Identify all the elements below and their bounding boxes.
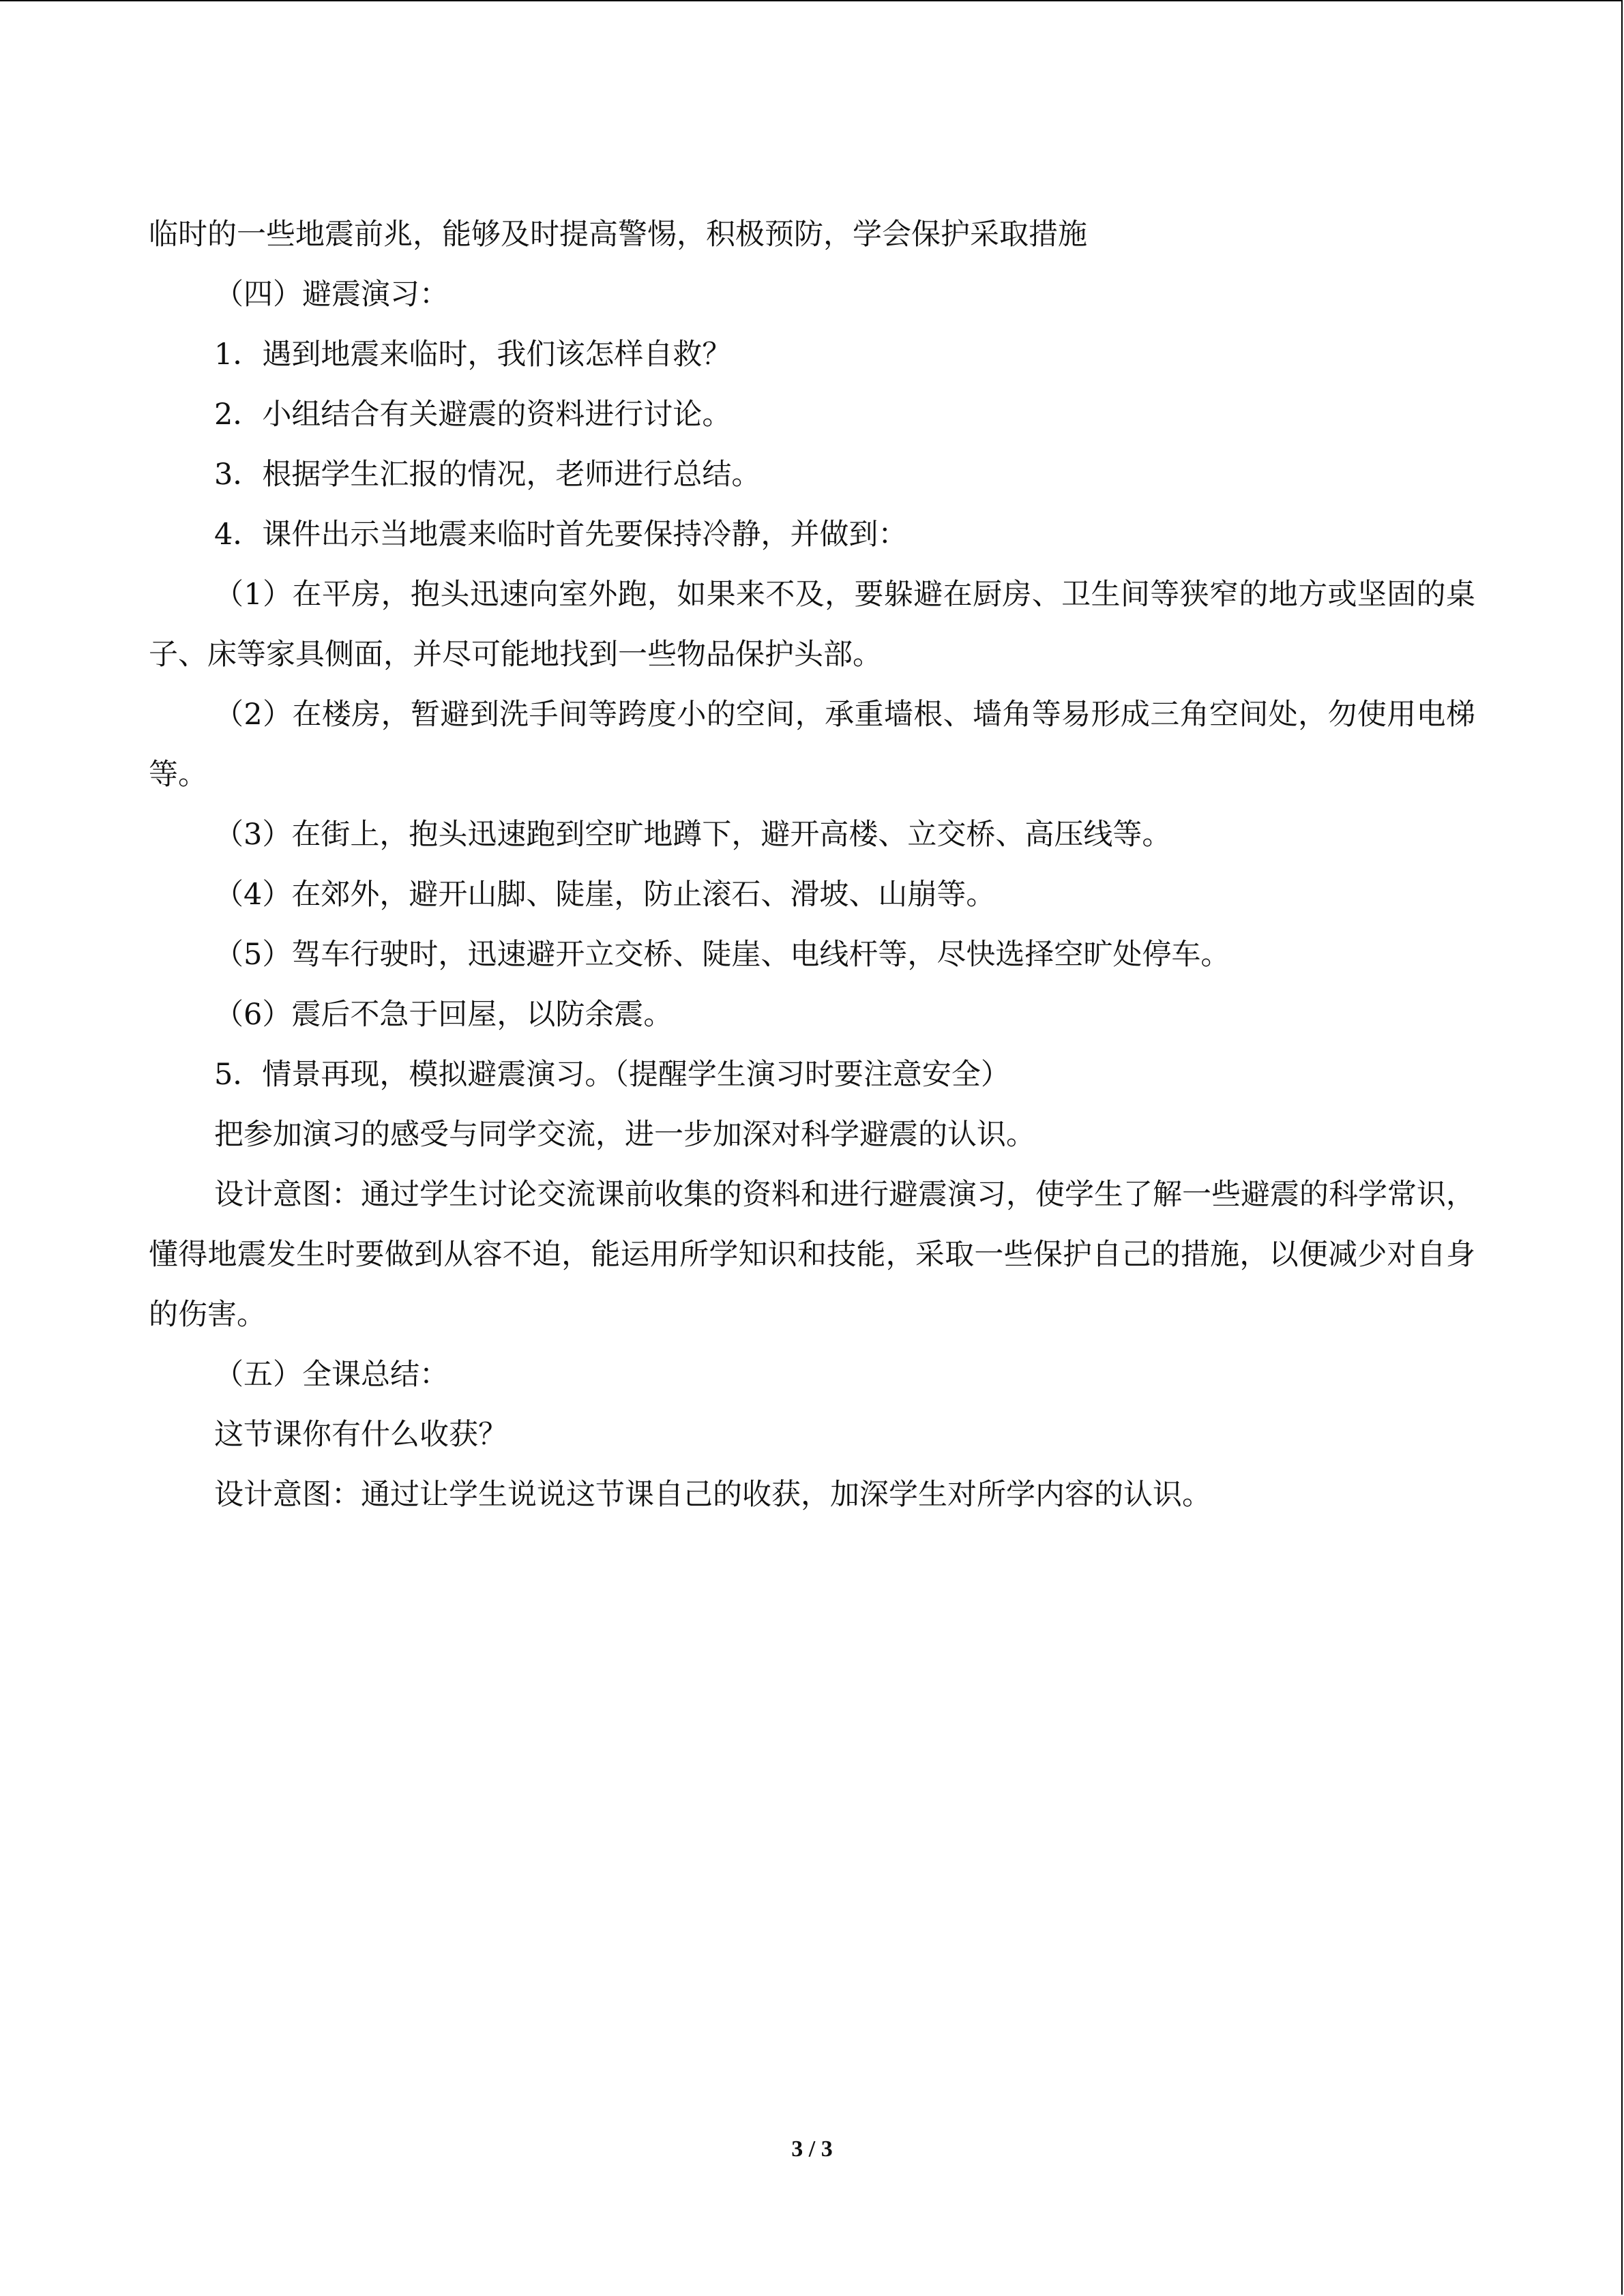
document-body bbox=[149, 205, 1475, 1525]
section-heading-5: （五）全课总结： bbox=[214, 1358, 449, 1392]
list-item-3: 3．根据学生汇报的情况，老师进行总结。 bbox=[214, 458, 761, 492]
sub-item-4: （4）在郊外，避开山脚、陡崖，防止滚石、滑坡、山崩等。 bbox=[214, 878, 996, 912]
list-item-5: 5．情景再现，模拟避震演习。（提醒学生演习时要注意安全） bbox=[214, 1058, 1010, 1092]
paragraph-exchange: 把参加演习的感受与同学交流，进一步加深对科学避震的认识。 bbox=[214, 1118, 1035, 1152]
sub-item-6: （6）震后不急于回屋，以防余震。 bbox=[214, 998, 673, 1032]
question: 这节课你有什么收获？ bbox=[214, 1418, 507, 1452]
list-item-2: 2．小组结合有关避震的资料进行讨论。 bbox=[214, 398, 732, 432]
sub-item-5: （5）驾车行驶时，迅速避开立交桥、陡崖、电线杆等，尽快选择空旷处停车。 bbox=[214, 938, 1230, 972]
sub-item-1: （1）在平房，抱头迅速向室外跑，如果来不及，要躲避在厨房、卫生间等狭窄的地方或坚固的桌子、床等家具侧面，并尽可能地找到一些物品保护头部。 bbox=[149, 578, 1475, 672]
list-item-1: 1．遇到地震来临时，我们该怎样自救？ bbox=[214, 338, 732, 372]
page-number: 3 / 3 bbox=[791, 2136, 833, 2162]
paragraph-1: 临时的一些地震前兆，能够及时提高警惕，积极预防，学会保护采取措施 bbox=[149, 218, 1087, 252]
sub-item-2: （2）在楼房，暂避到洗手间等跨度小的空间，承重墙根、墙角等易形成三角空间处，勿使用电梯等。 bbox=[149, 698, 1475, 792]
sub-item-3: （3）在街上，抱头迅速跑到空旷地蹲下，避开高楼、立交桥、高压线等。 bbox=[214, 818, 1172, 852]
design-intent-1: 设计意图：通过学生讨论交流课前收集的资料和进行避震演习，使学生了解一些避震的科学常识，懂得地震发生时要做到从容不迫，能运用所学知识和技能，采取一些保护自己的措施，以便减少对自身的伤害。 bbox=[149, 1178, 1475, 1332]
design-intent-2: 设计意图：通过让学生说说这节课自己的收获，加深学生对所学内容的认识。 bbox=[214, 1478, 1211, 1512]
section-heading-4: （四）避震演习： bbox=[214, 278, 449, 312]
list-item-4: 4．课件出示当地震来临时首先要保持冷静，并做到： bbox=[214, 518, 908, 552]
